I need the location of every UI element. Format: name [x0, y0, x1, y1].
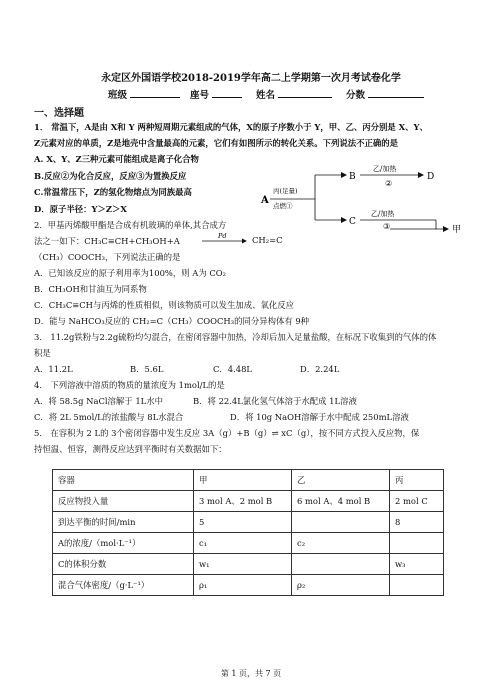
table-cell: [292, 512, 390, 533]
diagram-cond2: 乙/加热: [373, 165, 397, 173]
q3-option-b: B．5.6L: [130, 364, 164, 374]
q2-option-b: B．CH₃OH和甘油互为同系物: [34, 284, 147, 294]
diagram-jia: 甲: [452, 225, 462, 235]
q2-line2a: 法之一如下：CH₃C≡CH+CH₃OH+A: [34, 236, 180, 246]
q4-option-d: D．将 10g NaOH溶解于水中配成 250mL溶液: [230, 412, 409, 422]
q4-line1: 4． 下列溶液中溶质的物质的量浓度为 1mol/L的是: [34, 380, 225, 390]
catalyst-label: Pd: [218, 232, 227, 240]
table-row: [53, 554, 444, 575]
q3-option-c: C．4.48L: [213, 364, 252, 374]
name-label: 姓名: [256, 90, 276, 101]
diagram-node-d: D: [427, 172, 435, 182]
q1-option-d: D．原子半径：Y＞Z＞X: [34, 204, 127, 214]
table-cell: 到达平衡的时间/min: [53, 512, 194, 533]
table-cell: w₃: [390, 554, 444, 575]
score-blank: [368, 88, 424, 98]
table-cell: c₁: [194, 533, 292, 554]
table-cell: 3 mol A、2 mol B: [194, 491, 292, 512]
table-row: [53, 512, 444, 533]
table-row: [53, 491, 444, 512]
table-cell: 反应物投入量: [53, 491, 194, 512]
q3-option-a: A．11.2L: [34, 364, 73, 374]
table-cell: 6 mol A、4 mol B: [292, 491, 390, 512]
q3-option-d: D．2.24L: [300, 364, 340, 374]
q2-option-c: C．CH₃C≡CH与丙烯的性质相似，则该物质可以发生加成、氧化反应: [34, 300, 294, 310]
q2-line3: （CH₃）COOCH₃，下列说法正确的是: [34, 252, 181, 262]
table-cell: 丙: [390, 470, 444, 491]
q5-line2: 持恒温、恒容，测得反应达到平衡时有关数据如下：: [34, 444, 227, 454]
table-cell: 2 mol C: [390, 491, 444, 512]
table-cell: ρ₂: [292, 575, 390, 596]
name-blank: [278, 88, 332, 98]
q2-option-d: D．能与 NaHCO₃反应的 CH₂=C（CH₃）COOCH₃的同分异构体有 9种: [34, 316, 310, 326]
diagram-node-a: A: [261, 195, 269, 206]
page-title: 永定区外国语学校2018-2019学年高二上学期第一次月考试卷化学: [101, 73, 401, 84]
table-cell: C的体积分数: [53, 554, 194, 575]
q4-option-c: C．将 2L 5mol/L的浓盐酸与 8L水混合: [34, 412, 184, 422]
diagram-cond1b: 点燃①: [273, 202, 293, 210]
table-cell: 8: [390, 512, 444, 533]
table-cell: ρ₁: [194, 575, 292, 596]
table-cell: 5: [194, 512, 292, 533]
reaction-arrow: [200, 231, 248, 247]
table-cell: c₂: [292, 533, 390, 554]
table-cell: 乙: [292, 470, 390, 491]
q3-line1: 3． 11.2g铁粉与2.2g硫粉均匀混合，在密闭容器中加热，冷却后加入足量盐酸，在标况下收集到的气体的体: [34, 332, 437, 342]
q2-line2b: CH₂=C: [252, 235, 283, 245]
diagram-step3: ③: [383, 222, 391, 231]
q2-line1: 2．甲基丙烯酸甲酯是合成有机玻璃的单体,其合成方: [34, 220, 227, 230]
q5-line1: 5． 在容积为 2 L的 3个密闭容器中发生反应 3A（g）+B（g）⇌ xC（g），按不同方式投入反应物，保: [34, 428, 420, 438]
seat-label: 座号: [190, 90, 210, 101]
q1-option-a: A. X、Y、Z三种元素可能组成是离子化合物: [34, 154, 199, 164]
table-cell: [390, 533, 444, 554]
diagram-node-c: C: [349, 217, 356, 227]
diagram-cond3: 乙/加热: [371, 210, 395, 218]
q2-option-a: A．已知该反应的原子利用率为100%，则 A为 CO₂: [34, 268, 226, 278]
class-label: 班级: [108, 90, 128, 101]
q1-line2: Z元素对应的单质，Z是地壳中含量最高的元素，它们有如图所示的转化关系。下列说法不正确的是: [34, 138, 398, 148]
table-cell: A的浓度/（mol·L⁻¹）: [53, 533, 194, 554]
score-label: 分数: [346, 90, 366, 101]
q1-conversion-diagram: [258, 165, 480, 235]
page-footer: 第 1 页，共 7 页: [220, 669, 282, 678]
q3-line2: 积是: [34, 348, 51, 358]
diagram-step2: ②: [385, 179, 393, 188]
diagram-cond1a: 丙(足量): [273, 187, 298, 195]
q1-line1: 1． 常温下，A是由 X和 Y 两种短周期元素组成的气体，X的原子序数小于 Y，甲、乙、丙分别是 X、Y、: [34, 122, 428, 132]
table-cell: [292, 554, 390, 575]
table-cell: w₁: [194, 554, 292, 575]
q1-option-c: C.常温常压下，Z的氢化物熔点为同族最高: [34, 187, 192, 197]
q4-option-a: A．将 58.5g NaCl溶解于 1L水中: [34, 396, 163, 406]
q4-option-b: B．将 22.4L氯化氢气体溶于水配成 1L溶液: [193, 396, 357, 406]
table-cell: [390, 575, 444, 596]
diagram-node-b: B: [349, 172, 356, 182]
q1-option-b: B.反应②为化合反应，反应③为置换反应: [34, 171, 187, 181]
table-row: [53, 533, 444, 554]
equilibrium-data-table: [52, 469, 444, 596]
table-row: [53, 470, 444, 491]
table-cell: 混合气体密度/（g·L⁻¹）: [53, 575, 194, 596]
seat-blank: [212, 88, 242, 98]
table-cell: 甲: [194, 470, 292, 491]
table-row: [53, 575, 444, 596]
class-blank: [130, 88, 180, 98]
table-cell: 容器: [53, 470, 194, 491]
section-heading: 一、选择题: [34, 108, 84, 119]
